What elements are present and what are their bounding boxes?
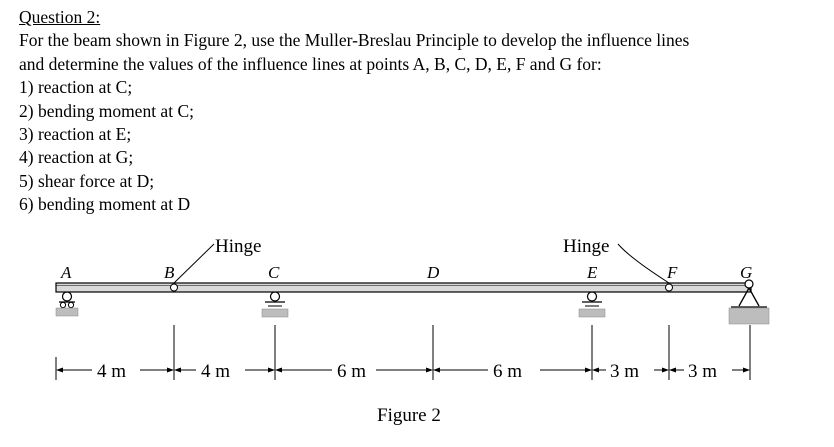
- question-intro-line1: For the beam shown in Figure 2, use the Muller-Breslau Principle to develop the influence lines: [19, 30, 690, 51]
- span-label-cd: 6 m: [337, 361, 367, 382]
- hinge-label-b: Hinge: [215, 236, 262, 257]
- span-label-fg: 3 m: [688, 361, 718, 382]
- span-label-ef: 3 m: [610, 361, 640, 382]
- span-label-de: 6 m: [493, 361, 523, 382]
- question-item: 2) bending moment at C;: [19, 100, 194, 121]
- question-title: Question 2:: [19, 7, 101, 27]
- point-label-a: A: [61, 263, 72, 282]
- point-label-f: F: [667, 263, 678, 282]
- question-intro-line2: and determine the values of the influence lines at points A, B, C, D, E, F and G for:: [19, 53, 602, 74]
- question-item: 3) reaction at E;: [19, 124, 132, 145]
- span-label-bc: 4 m: [201, 361, 231, 382]
- question-item: 6) bending moment at D: [19, 194, 191, 215]
- span-label-ab: 4 m: [97, 361, 127, 382]
- point-label-g: G: [740, 263, 753, 282]
- hinge-label-f: Hinge: [563, 236, 610, 257]
- beam: [56, 283, 751, 292]
- point-label-d: D: [427, 263, 440, 282]
- point-label-e: E: [587, 263, 598, 282]
- dimension-ticks: [56, 325, 750, 380]
- point-label-b: B: [164, 263, 175, 282]
- hinge-leader-b: [174, 244, 214, 283]
- point-label-c: C: [268, 263, 280, 282]
- question-item: 1) reaction at C;: [19, 77, 133, 98]
- figure-caption: Figure 2: [377, 405, 441, 426]
- hinge-leader-f: [618, 244, 669, 283]
- roller-support-c: [262, 292, 288, 317]
- hinge-f: [666, 284, 673, 291]
- roller-support-a: [56, 292, 78, 316]
- roller-support-e: [579, 292, 605, 317]
- question-item: 5) shear force at D;: [19, 170, 155, 191]
- hinge-b: [171, 284, 178, 291]
- question-item: 4) reaction at G;: [19, 147, 134, 168]
